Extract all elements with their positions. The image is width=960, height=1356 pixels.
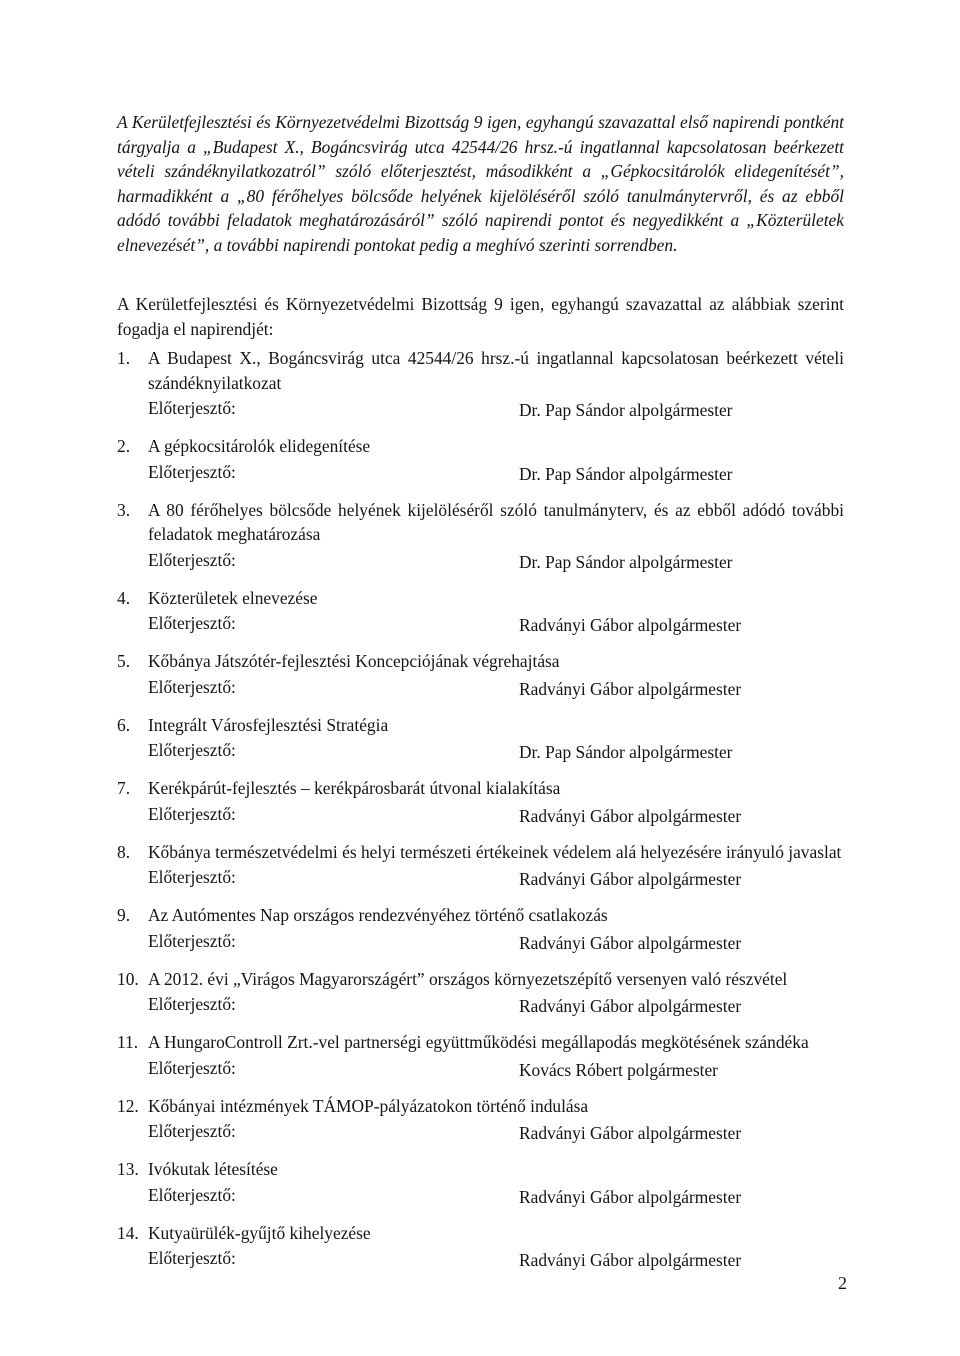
presenter-row xyxy=(148,674,844,700)
agenda-item-number: 9. xyxy=(117,905,131,925)
agenda-item-number: 14. xyxy=(117,1222,139,1243)
presenter-label: Előterjesztő: xyxy=(148,1057,236,1078)
agenda-item-number: 8. xyxy=(117,841,131,862)
presenter-name: Radványi Gábor alpolgármester xyxy=(519,869,742,889)
presenter-label: Előterjesztő: xyxy=(148,930,236,951)
presenter-label: Előterjesztő: xyxy=(148,1121,236,1141)
presenter-row xyxy=(148,1118,844,1144)
presenter-label: Előterjesztő: xyxy=(148,740,236,760)
presenter-row xyxy=(148,737,844,763)
agenda-item xyxy=(117,346,844,421)
presenter-name: Dr. Pap Sándor alpolgármester xyxy=(519,463,733,484)
agenda-item xyxy=(117,967,844,1018)
presenter-name: Dr. Pap Sándor alpolgármester xyxy=(519,551,733,572)
presenter-label: Előterjesztő: xyxy=(148,1248,236,1268)
agenda-item xyxy=(117,1221,844,1272)
presenter-label: Előterjesztő: xyxy=(148,461,236,482)
agenda-item-number: 13. xyxy=(117,1159,139,1179)
agenda-item xyxy=(117,713,844,764)
agenda-item xyxy=(117,1030,844,1081)
presenter-label: Előterjesztő: xyxy=(148,398,236,418)
agenda-item xyxy=(117,1157,844,1208)
page-number: 2 xyxy=(838,1273,847,1293)
presenter-label: Előterjesztő: xyxy=(148,867,236,887)
agenda-item-title: Kőbánya természetvédelmi és helyi természeti értékeinek védelem alá helyezésére irányuló javaslat xyxy=(148,841,842,862)
presenter-label: Előterjesztő: xyxy=(148,549,236,570)
agenda-item-number: 11. xyxy=(117,1032,139,1052)
agenda-item-number: 10. xyxy=(117,968,139,989)
agenda-item-title: Kutyaürülék-gyűjtő kihelyezése xyxy=(148,1222,371,1243)
agenda-item-title: Kerékpárút-fejlesztés – kerékpárosbarát útvonal kialakítása xyxy=(148,778,561,798)
agenda-item-number: 6. xyxy=(117,714,131,735)
presenter-row xyxy=(148,395,844,421)
presenter-row xyxy=(148,928,844,954)
presenter-name: Radványi Gábor alpolgármester xyxy=(519,805,742,826)
presenter-row xyxy=(148,610,844,636)
presenter-row xyxy=(148,547,844,573)
presenter-row xyxy=(148,801,844,827)
presenter-row xyxy=(148,991,844,1017)
agenda-item-title: Az Autómentes Nap országos rendezvényéhez történő csatlakozás xyxy=(148,905,608,925)
presenter-label: Előterjesztő: xyxy=(148,1184,236,1205)
agenda-item xyxy=(117,586,844,637)
presenter-name: Radványi Gábor alpolgármester xyxy=(519,1250,742,1270)
agenda-item-title: Integrált Városfejlesztési Stratégia xyxy=(148,714,389,735)
agenda-item xyxy=(117,498,844,573)
agenda-item-title: Közterületek elnevezése xyxy=(148,587,318,608)
presenter-label: Előterjesztő: xyxy=(148,676,236,697)
presenter-name: Radványi Gábor alpolgármester xyxy=(519,1123,742,1143)
agenda-item-number: 3. xyxy=(117,499,131,520)
presenter-name: Dr. Pap Sándor alpolgármester xyxy=(519,400,733,420)
agenda-item xyxy=(117,776,844,827)
agenda-item xyxy=(117,840,844,891)
presenter-name: Radványi Gábor alpolgármester xyxy=(519,615,742,635)
agenda-item xyxy=(117,649,844,700)
presenter-row xyxy=(148,1245,844,1271)
agenda-item-title: A HungaroControll Zrt.-vel partnerségi együttműködési megállapodás megkötésének szándéka xyxy=(148,1032,809,1052)
agenda-item-number: 5. xyxy=(117,651,131,671)
presenter-label: Előterjesztő: xyxy=(148,613,236,633)
presenter-row xyxy=(148,864,844,890)
agenda-item xyxy=(117,434,844,485)
decision-paragraph: A Kerületfejlesztési és Környezetvédelmi Bizottság 9 igen, egyhangú szavazattal az alábbiak szerint fogadja el napirendjét: xyxy=(117,294,844,339)
agenda-item-number: 1. xyxy=(117,348,131,368)
agenda-item-number: 7. xyxy=(117,778,131,798)
presenter-row xyxy=(148,459,844,485)
presenter-label: Előterjesztő: xyxy=(148,803,236,824)
agenda-item-number: 12. xyxy=(117,1095,139,1116)
presenter-name: Dr. Pap Sándor alpolgármester xyxy=(519,742,733,762)
agenda-item-title: A gépkocsitárolók elidegenítése xyxy=(148,436,371,456)
agenda-item-number: 4. xyxy=(117,587,131,608)
presenter-name: Kovács Róbert polgármester xyxy=(519,1059,718,1080)
agenda-item-title: Ivókutak létesítése xyxy=(148,1159,278,1179)
presenter-row xyxy=(148,1182,844,1208)
agenda-item-number: 2. xyxy=(117,436,131,456)
agenda-item-title: A Budapest X., Bogáncsvirág utca 42544/26 hrsz.-ú ingatlannal kapcsolatosan beérkezett vételi szándéknyilatkozat xyxy=(148,348,844,393)
presenter-name: Radványi Gábor alpolgármester xyxy=(519,1186,742,1207)
presenter-name: Radványi Gábor alpolgármester xyxy=(519,932,742,953)
agenda-item-title: Kőbányai intézmények TÁMOP-pályázatokon történő indulása xyxy=(148,1095,589,1116)
agenda-item xyxy=(117,903,844,954)
agenda-item-title: A 80 férőhelyes bölcsőde helyének kijelöléséről szóló tanulmányterv, és az ebből adódó további feladatok meghatározása xyxy=(148,499,844,544)
presenter-name: Radványi Gábor alpolgármester xyxy=(519,678,742,699)
agenda-item-title: Kőbánya Játszótér-fejlesztési Koncepciójának végrehajtása xyxy=(148,651,560,671)
agenda-item-title: A 2012. évi „Virágos Magyarországért” országos környezetszépítő versenyen való részvétel xyxy=(148,968,788,989)
agenda-list xyxy=(117,346,844,1284)
presenter-label: Előterjesztő: xyxy=(148,994,236,1014)
intro-paragraph: A Kerületfejlesztési és Környezetvédelmi Bizottság 9 igen, egyhangú szavazattal első napirendi pontként tárgyalja a „Budapest X., Bogáncsvirág utca 42544/26 hrsz.-ú ingatlannal kapcsolatosan beérkezett vételi szándéknyilatkozatról” szóló előterjesztést, másodikként a „Gépkocsitárolók elidegenítését”, harmadikként a „80 férőhelyes bölcsőde helyének kijelöléséről szóló tanulmánytervről, és az ebből adódó további feladatok meghatározásáról” szóló napirendi pontot és negyedikként a „Közterületek elnevezését”, a további napirendi pontokat pedig a meghívó szerinti sorrendben. xyxy=(117,112,844,255)
presenter-name: Radványi Gábor alpolgármester xyxy=(519,996,742,1016)
agenda-item xyxy=(117,1094,844,1145)
presenter-row xyxy=(148,1055,844,1081)
